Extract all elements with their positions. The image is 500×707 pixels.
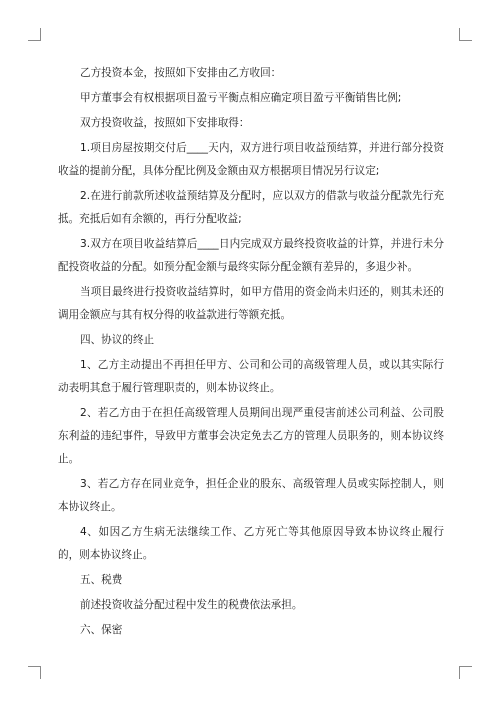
crop-mark-top-right xyxy=(459,28,472,41)
section-heading-termination: 四、协议的终止 xyxy=(80,334,155,346)
paragraph-investment-income: 双方投资收益，按照如下安排取得： xyxy=(80,117,250,129)
paragraph-clause-3: 3.双方在项目收益结算后____日内完成双方最终投资收益的计算，并进行未分配投资收益的分配。如预分配金额与最终实际分配金额有差异的，多退少补。 xyxy=(58,238,444,273)
crop-mark-top-left xyxy=(28,28,41,41)
document-body xyxy=(58,62,444,644)
paragraph-clause-1: 1.项目房屋按期交付后____天内，双方进行项目收益预结算，并进行部分投资收益的提前分配，具体分配比例及金额由双方根据项目情况另行议定; xyxy=(58,142,444,177)
paragraph-taxes: 前述投资收益分配过程中发生的税费依法承担。 xyxy=(80,599,303,611)
section-heading-confidentiality: 六、保密 xyxy=(80,624,123,636)
section-heading-taxes: 五、税费 xyxy=(80,574,123,586)
paragraph-final-settlement: 当项目最终进行投资收益结算时，如甲方借用的资金尚未归还的，则其未还的调用金额应与其有权分得的收益款进行等额充抵。 xyxy=(58,286,444,321)
paragraph-board-break-even: 甲方董事会有权根据项目盈亏平衡点相应确定项目盈亏平衡销售比例; xyxy=(80,92,402,104)
crop-mark-bottom-right xyxy=(459,666,472,679)
paragraph-clause-2: 2.在进行前款所述收益预结算及分配时，应以双方的借款与收益分配款先行充抵。充抵后如有余额的，再行分配收益; xyxy=(58,190,444,225)
paragraph-principal-recovery: 乙方投资本金，按照如下安排由乙方收回： xyxy=(80,67,282,79)
crop-mark-bottom-left xyxy=(28,666,41,679)
paragraph-termination-3: 3、若乙方存在同业竞争，担任企业的股东、高级管理人员或实际控制人，则本协议终止。 xyxy=(58,478,444,513)
paragraph-termination-1: 1、乙方主动提出不再担任甲方、公司和公司的高级管理人员，或以其实际行动表明其怠于履行管理职责的，则本协议终止。 xyxy=(58,359,444,394)
paragraph-termination-2: 2、若乙方由于在担任高级管理人员期间出现严重侵害前述公司利益、公司股东利益的违纪事件，导致甲方董事会决定免去乙方的管理人员职务的，则本协议终止。 xyxy=(58,407,444,465)
paragraph-termination-4: 4、如因乙方生病无法继续工作、乙方死亡等其他原因导致本协议终止履行的，则本协议终止。 xyxy=(58,526,444,561)
